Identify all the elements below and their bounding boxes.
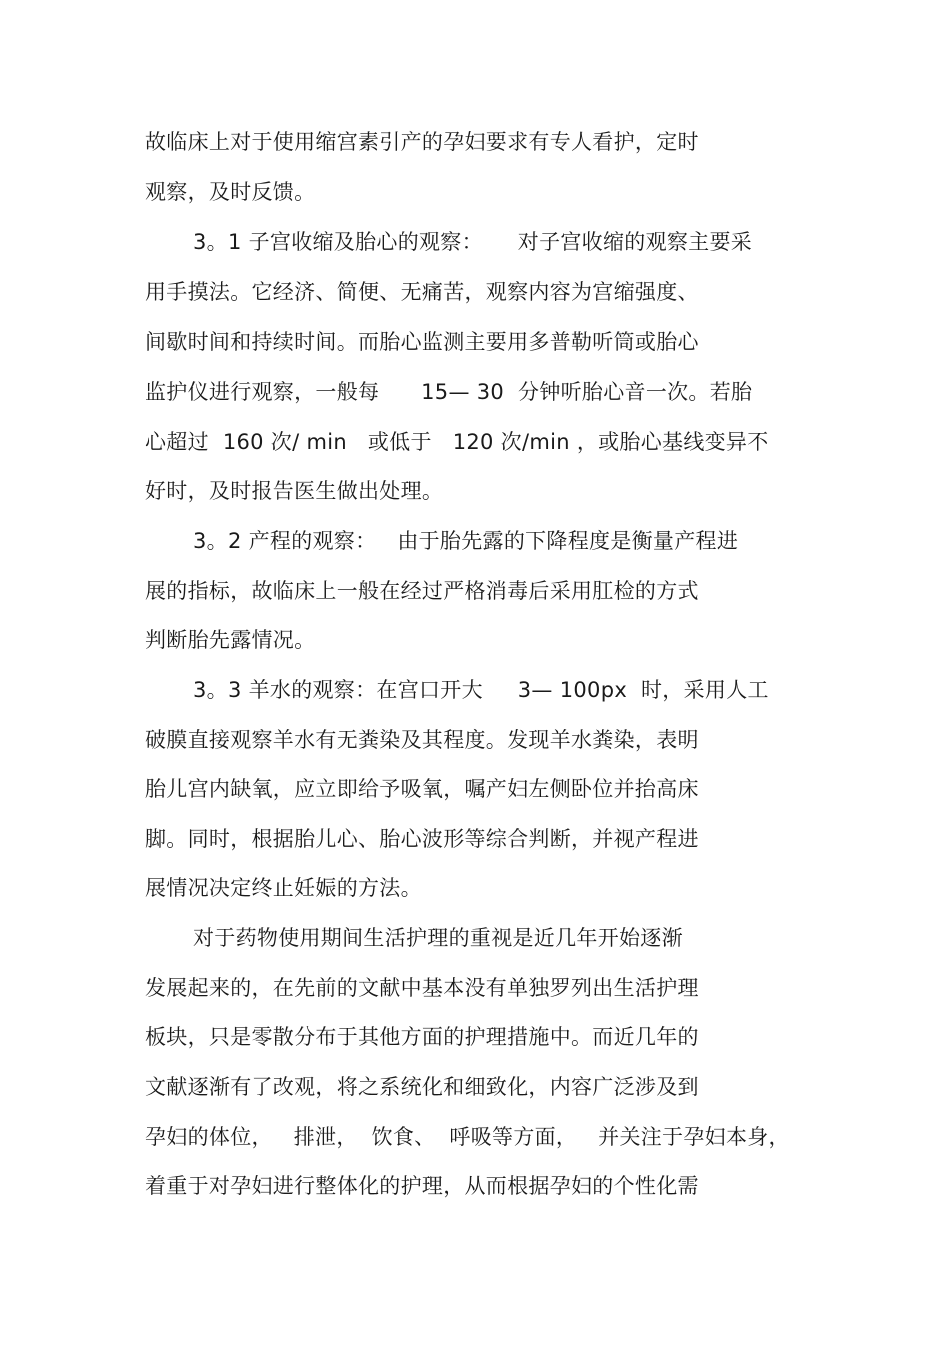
text-line: 用手摸法。它经济、简便、无痛苦，观察内容为宫缩强度、 [145, 280, 699, 304]
text-line: 好时，及时报告医生做出处理。 [145, 479, 444, 503]
text-line: 间歇时间和持续时间。而胎心监测主要用多普勒听筒或胎心 [145, 330, 699, 354]
text-line: 脚。同时，根据胎儿心、胎心波形等综合判断，并视产程进 [145, 827, 699, 851]
text-line: 对于药物使用期间生活护理的重视是近几年开始逐渐 [193, 926, 683, 950]
text-line: 观察，及时反馈。 [145, 180, 316, 204]
text-line: 3。1 子宫收缩及胎心的观察： 对子宫收缩的观察主要采 [193, 230, 753, 254]
text-line: 胎儿宫内缺氧，应立即给予吸氧，嘱产妇左侧卧位并抬高床 [145, 777, 699, 801]
text-line: 展情况决定终止妊娠的方法。 [145, 876, 422, 900]
text-line: 判断胎先露情况。 [145, 628, 316, 652]
text-line: 破膜直接观察羊水有无粪染及其程度。发现羊水粪染，表明 [145, 728, 699, 752]
text-line: 文献逐渐有了改观，将之系统化和细致化，内容广泛涉及到 [145, 1075, 699, 1099]
text-line: 心超过 160 次/ min 或低于 120 次/min ，或胎心基线变异不 [145, 430, 769, 454]
text-line: 故临床上对于使用缩宫素引产的孕妇要求有专人看护，定时 [145, 130, 699, 154]
text-line: 监护仪进行观察，一般每 15— 30 分钟听胎心音一次。若胎 [145, 380, 753, 404]
text-line: 板块，只是零散分布于其他方面的护理措施中。而近几年的 [145, 1025, 699, 1049]
text-line: 展的指标，故临床上一般在经过严格消毒后采用肛检的方式 [145, 579, 699, 603]
text-line: 孕妇的体位， 排泄， 饮食、 呼吸等方面， 并关注于孕妇本身， [145, 1125, 790, 1149]
text-line: 3。2 产程的观察： 由于胎先露的下降程度是衡量产程进 [193, 529, 739, 553]
text-line: 3。3 羊水的观察：在宫口开大 3— 100px 时，采用人工 [193, 678, 769, 702]
text-line: 着重于对孕妇进行整体化的护理，从而根据孕妇的个性化需 [145, 1174, 699, 1198]
text-line: 发展起来的，在先前的文献中基本没有单独罗列出生活护理 [145, 976, 699, 1000]
